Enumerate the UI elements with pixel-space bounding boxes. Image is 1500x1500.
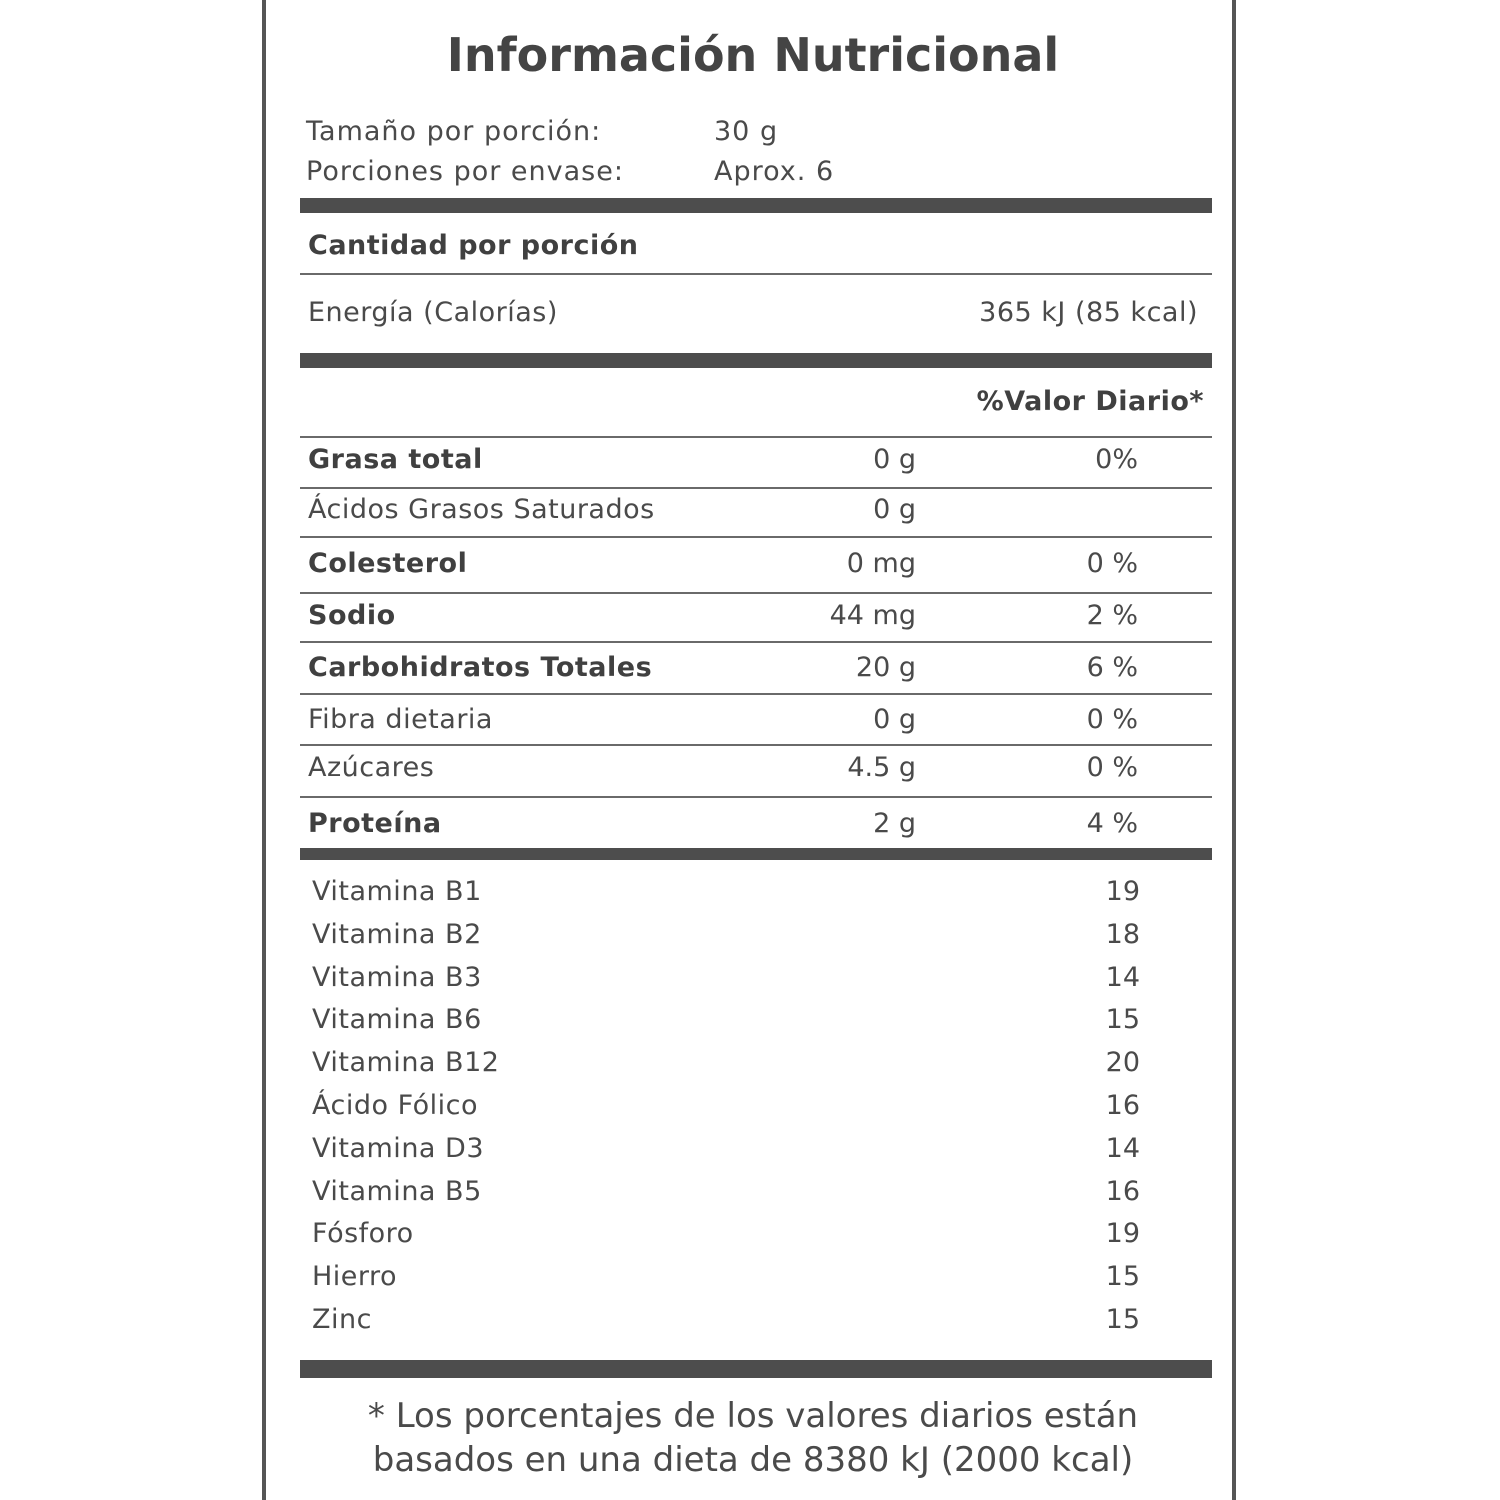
footnote-line-1: * Los porcentajes de los valores diarios están [367,1396,1139,1436]
vitamin-label: Zinc [312,1304,372,1335]
nutrient-daily-value: 0 % [1086,752,1138,783]
daily-value-header: %Valor Diario* [976,386,1204,417]
vitamin-daily-value: 15 [1105,1004,1140,1035]
nutrient-amount: 20 g [855,652,916,683]
nutrient-amount: 0 mg [846,548,916,579]
nutrient-label: Grasa total [308,444,483,475]
nutrient-label: Sodio [308,600,396,631]
nutrient-label: Fibra dietaria [308,704,493,735]
vitamin-label: Vitamina B3 [312,962,482,993]
vitamin-label: Fósforo [312,1218,414,1249]
footnote-line-2: basados en una dieta de 8380 kJ (2000 kcal) [372,1440,1134,1480]
nutrient-amount: 4.5 g [847,752,916,783]
nutrient-amount: 2 g [873,808,916,839]
vitamin-label: Ácido Fólico [312,1090,479,1121]
vitamin-label: Vitamina B1 [312,876,482,907]
vitamin-daily-value: 16 [1105,1176,1140,1207]
thick-divider [300,353,1212,368]
serving-size-value: 30 g [714,116,779,147]
vitamin-daily-value: 16 [1105,1090,1140,1121]
vitamin-label: Vitamina D3 [312,1133,485,1164]
nutrient-amount: 0 g [873,494,916,525]
vitamin-label: Vitamina B5 [312,1176,482,1207]
vitamin-daily-value: 14 [1105,962,1140,993]
divider [300,536,1212,538]
nutrient-daily-value: 6 % [1086,652,1138,683]
amount-per-serving-header: Cantidad por porción [308,230,639,261]
vitamin-daily-value: 19 [1105,876,1140,907]
nutrient-label: Azúcares [308,752,435,783]
vitamin-daily-value: 15 [1105,1304,1140,1335]
vitamin-daily-value: 20 [1105,1047,1140,1078]
nutrient-daily-value: 4 % [1086,808,1138,839]
energy-label: Energía (Calorías) [308,297,558,328]
divider [300,487,1212,489]
nutrient-daily-value: 2 % [1086,600,1138,631]
vitamin-label: Vitamina B12 [312,1047,500,1078]
label-title: Información Nutricional [446,28,1060,82]
divider [300,273,1212,275]
divider [300,744,1212,746]
nutrient-amount: 0 g [873,444,916,475]
divider [300,641,1212,643]
nutrient-daily-value: 0% [1095,444,1138,475]
nutrient-label: Ácidos Grasos Saturados [308,494,655,525]
nutrient-label: Proteína [308,808,442,839]
divider [300,592,1212,594]
divider [300,796,1212,798]
thick-divider [300,848,1212,860]
nutrient-amount: 0 g [873,704,916,735]
vitamin-daily-value: 15 [1105,1261,1140,1292]
nutrient-amount: 44 mg [829,600,916,631]
nutrient-label: Colesterol [308,548,468,579]
servings-per-container-label: Porciones por envase: [306,156,624,187]
vitamin-daily-value: 14 [1105,1133,1140,1164]
thick-divider [300,198,1212,213]
vitamin-label: Hierro [312,1261,398,1292]
divider [300,436,1212,438]
nutrient-label: Carbohidratos Totales [308,652,653,683]
vitamin-label: Vitamina B2 [312,919,482,950]
vitamin-daily-value: 18 [1105,919,1140,950]
thick-divider [300,1360,1212,1378]
vitamin-label: Vitamina B6 [312,1004,482,1035]
nutrient-daily-value: 0 % [1086,548,1138,579]
nutrition-label [262,0,1236,1500]
serving-size-label: Tamaño por porción: [306,116,602,147]
servings-per-container-value: Aprox. 6 [714,156,835,187]
vitamin-daily-value: 19 [1105,1218,1140,1249]
energy-value: 365 kJ (85 kcal) [979,297,1198,328]
nutrient-daily-value: 0 % [1086,704,1138,735]
divider [300,693,1212,695]
